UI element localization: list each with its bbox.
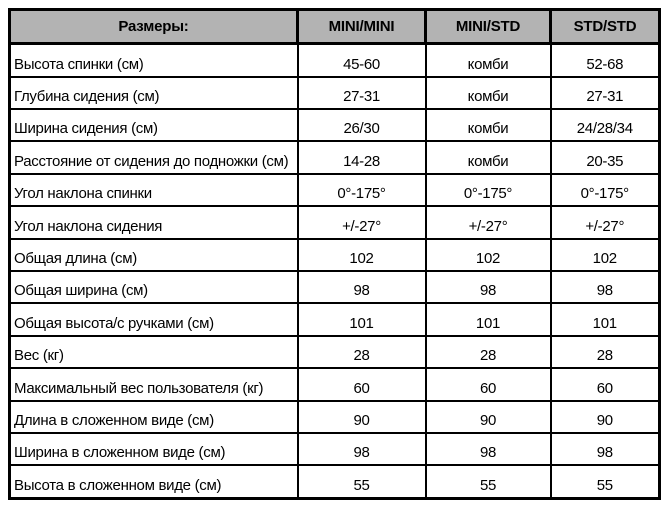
table-header [10, 10, 660, 44]
row-value-col2: 0°-175° [426, 174, 551, 206]
table-row [10, 401, 660, 433]
table-row [10, 433, 660, 465]
row-label: Угол наклона сидения [10, 206, 298, 238]
row-value-col3: 52-68 [551, 44, 660, 77]
row-label: Ширина сидения (см) [10, 109, 298, 141]
row-value-col2: 55 [426, 465, 551, 498]
header-cell-sizes: Размеры: [10, 10, 298, 44]
row-value-col3: 0°-175° [551, 174, 660, 206]
row-value-col1: 101 [298, 303, 426, 335]
row-value-col1: 90 [298, 401, 426, 433]
row-value-col2: 98 [426, 433, 551, 465]
row-value-col1: 60 [298, 368, 426, 400]
row-value-col3: 102 [551, 239, 660, 271]
table-row [10, 465, 660, 498]
row-value-col1: 26/30 [298, 109, 426, 141]
row-value-col2: 60 [426, 368, 551, 400]
row-label: Длина в сложенном виде (см) [10, 401, 298, 433]
row-value-col3: +/-27° [551, 206, 660, 238]
row-value-col3: 27-31 [551, 77, 660, 109]
header-cell-std-std: STD/STD [551, 10, 660, 44]
table-row [10, 174, 660, 206]
table-body [10, 44, 660, 499]
row-value-col1: 102 [298, 239, 426, 271]
header-row [10, 10, 660, 44]
row-value-col1: 98 [298, 271, 426, 303]
header-cell-mini-std: MINI/STD [426, 10, 551, 44]
row-value-col2: +/-27° [426, 206, 551, 238]
row-label: Угол наклона спинки [10, 174, 298, 206]
row-value-col1: 27-31 [298, 77, 426, 109]
table-row [10, 303, 660, 335]
row-value-col2: 98 [426, 271, 551, 303]
table-row [10, 368, 660, 400]
row-value-col2: комби [426, 141, 551, 173]
row-value-col1: +/-27° [298, 206, 426, 238]
row-value-col2: 102 [426, 239, 551, 271]
row-value-col2: 101 [426, 303, 551, 335]
row-value-col3: 28 [551, 336, 660, 368]
row-value-col3: 90 [551, 401, 660, 433]
row-value-col1: 0°-175° [298, 174, 426, 206]
row-label: Максимальный вес пользователя (кг) [10, 368, 298, 400]
header-cell-mini-mini: MINI/MINI [298, 10, 426, 44]
row-label: Высота в сложенном виде (см) [10, 465, 298, 498]
size-specs-table [8, 8, 661, 500]
table-row [10, 141, 660, 173]
table-row [10, 271, 660, 303]
row-label: Общая высота/с ручками (см) [10, 303, 298, 335]
row-label: Глубина сидения (см) [10, 77, 298, 109]
row-value-col1: 45-60 [298, 44, 426, 77]
row-value-col3: 101 [551, 303, 660, 335]
row-value-col2: комби [426, 109, 551, 141]
row-value-col3: 20-35 [551, 141, 660, 173]
row-label: Расстояние от сидения до подножки (см) [10, 141, 298, 173]
row-value-col1: 55 [298, 465, 426, 498]
row-label: Высота спинки (см) [10, 44, 298, 77]
row-value-col2: 28 [426, 336, 551, 368]
row-value-col2: комби [426, 77, 551, 109]
row-value-col2: 90 [426, 401, 551, 433]
table-row [10, 44, 660, 77]
table-row [10, 77, 660, 109]
row-value-col3: 24/28/34 [551, 109, 660, 141]
row-value-col1: 98 [298, 433, 426, 465]
row-value-col3: 98 [551, 271, 660, 303]
row-value-col2: комби [426, 44, 551, 77]
row-value-col1: 14-28 [298, 141, 426, 173]
row-label: Вес (кг) [10, 336, 298, 368]
table-row [10, 336, 660, 368]
table-row [10, 109, 660, 141]
row-label: Общая ширина (см) [10, 271, 298, 303]
row-label: Общая длина (см) [10, 239, 298, 271]
table-row [10, 206, 660, 238]
row-label: Ширина в сложенном виде (см) [10, 433, 298, 465]
row-value-col3: 55 [551, 465, 660, 498]
row-value-col3: 98 [551, 433, 660, 465]
table-row [10, 239, 660, 271]
row-value-col3: 60 [551, 368, 660, 400]
row-value-col1: 28 [298, 336, 426, 368]
